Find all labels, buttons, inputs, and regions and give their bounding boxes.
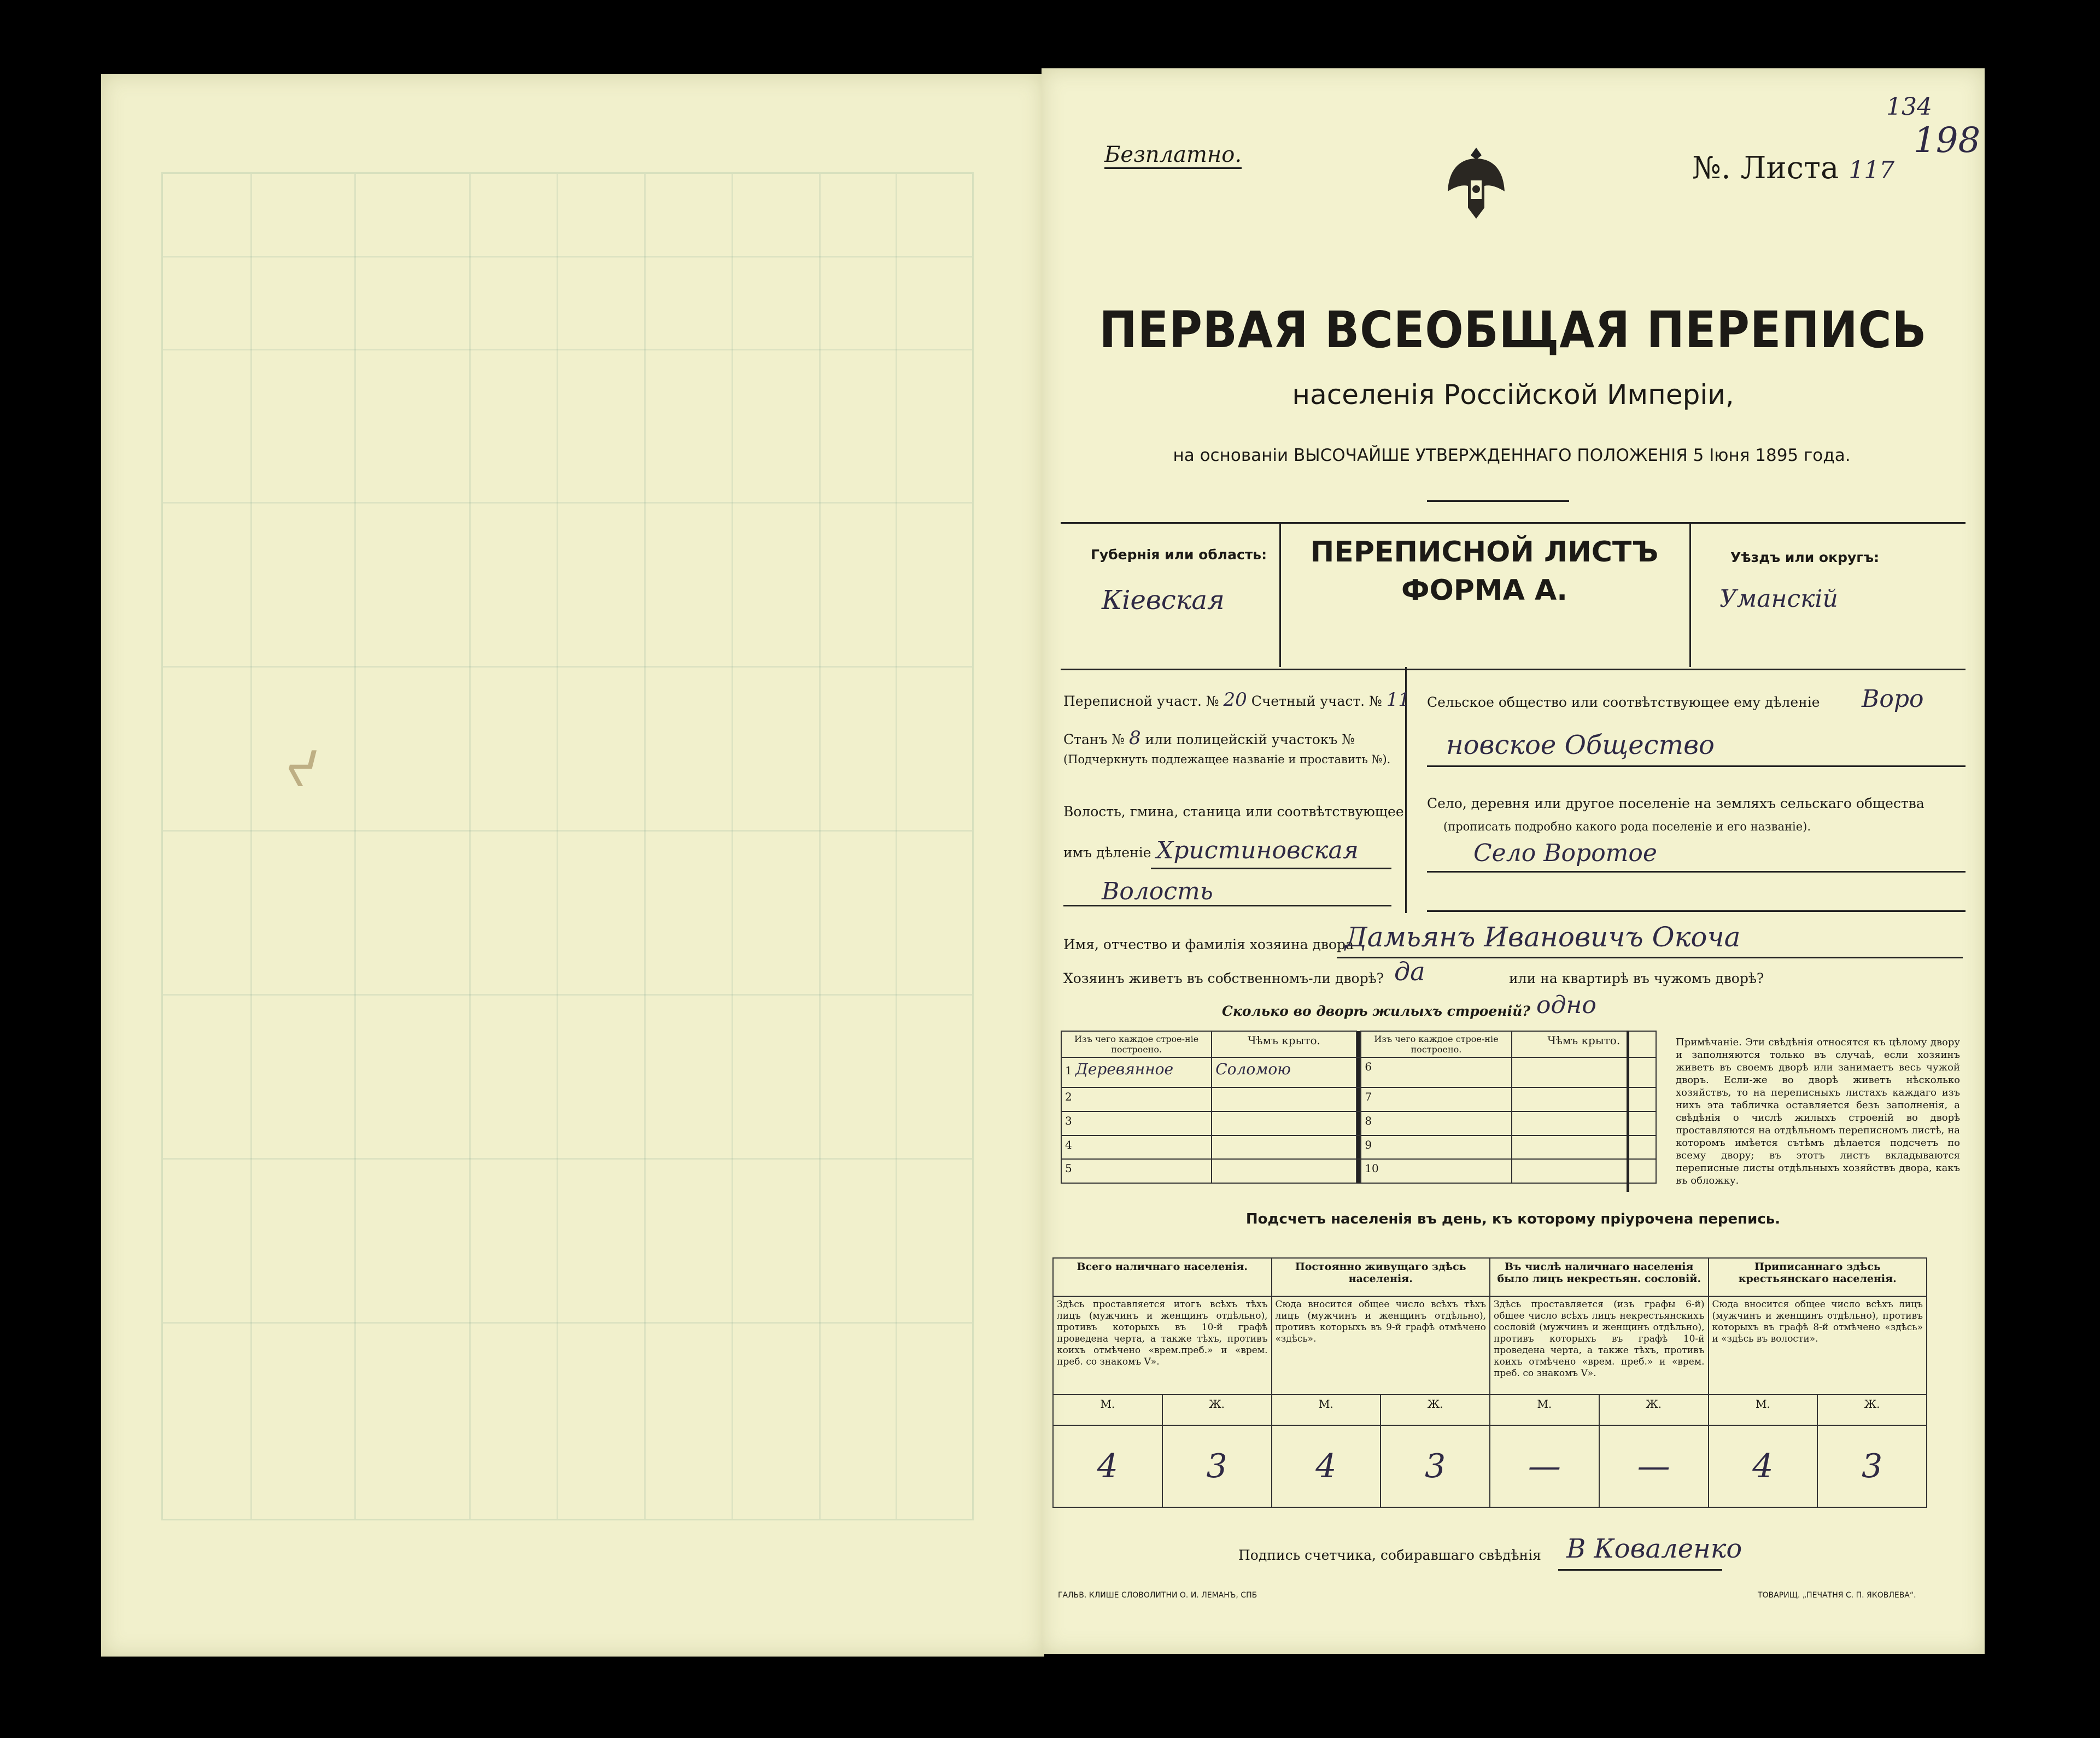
nonpeasant-female: —	[1599, 1425, 1709, 1507]
pop-header-permanent: Постоянно живущаго здѣсь населенія.	[1272, 1258, 1490, 1296]
sheet-number	[1692, 150, 1894, 186]
pop-desc-nonpeasant: Здѣсь проставляется (изъ графы 6-й) общее число всѣхъ лицъ некрестьянскихъ сословій (мужчинъ и женщинъ отдѣльно), противъ которыхъ въ графѣ 10-й проведена черта, а также тѣхъ, противъ коихъ отмѣчено «врем. преб.» и «врем. преб. со знакомъ V».	[1490, 1296, 1709, 1395]
own-yard-label: Хозяинъ живетъ въ собственномъ-ли дворѣ?	[1063, 970, 1384, 986]
buildings-count-label: Сколько во дворѣ жилыхъ строеній?	[1222, 1003, 1530, 1019]
table-row: 1 Деревянное Соломою 6	[1061, 1057, 1656, 1087]
sheet-number-value: 117	[1849, 156, 1895, 184]
census-district-value: 20	[1223, 689, 1247, 711]
buildings-table	[1061, 1031, 1657, 1184]
permanent-female: 3	[1380, 1425, 1490, 1507]
owner-name-label: Имя, отчество и фамилія хозяина двора	[1063, 937, 1354, 952]
f-label: Ж.	[1599, 1395, 1709, 1425]
count-district-value: 11	[1386, 689, 1410, 711]
population-table	[1052, 1257, 1927, 1508]
ornament-divider	[1427, 500, 1569, 502]
village-label: Село, деревня или другое поселеніе на земляхъ сельскаго общества	[1427, 795, 1924, 811]
col-roof-left: Чѣмъ крыто.	[1212, 1031, 1356, 1057]
pop-desc-peasant: Сюда вносится общее число всѣхъ лицъ (мужчинъ и женщинъ отдѣльно), противъ которыхъ въ графѣ 8-й отмѣчено «здѣсь» и «здѣсь въ волости».	[1709, 1296, 1927, 1395]
free-label: Безплатно.	[1104, 142, 1242, 169]
col-material-right: Изъ чего каждое строе-ніе построено.	[1361, 1031, 1511, 1057]
uezd-label: Уѣздъ или округъ:	[1730, 549, 1880, 565]
m-label: М.	[1490, 1395, 1599, 1425]
corner-number-1: 134	[1886, 93, 1932, 121]
peasant-male: 4	[1709, 1425, 1818, 1507]
buildings-count-value: одно	[1536, 991, 1596, 1019]
f-label: Ж.	[1162, 1395, 1272, 1425]
f-label: Ж.	[1817, 1395, 1927, 1425]
society-label: Сельское общество или соотвѣтствующее ему дѣленіе	[1427, 694, 1820, 710]
peasant-female: 3	[1817, 1425, 1927, 1507]
table-row: 3 8	[1061, 1111, 1656, 1136]
stan-value: 8	[1129, 727, 1141, 749]
signature-value: В Коваленко	[1566, 1534, 1742, 1564]
pop-header-nonpeasant: Въ числѣ наличнаго населенія было лицъ некрестьян. сословій.	[1490, 1258, 1709, 1296]
pop-desc-permanent: Сюда вносится общее число всѣхъ тѣхъ лицъ (мужчинъ и женщинъ отдѣльно), противъ которыхъ въ 9-й графѣ отмѣчено «здѣсь».	[1272, 1296, 1490, 1395]
left-page	[101, 74, 1044, 1657]
gubernia-value: Кіевская	[1102, 585, 1225, 616]
census-district	[1063, 689, 1410, 711]
rent-label: или на квартирѣ въ чужомъ дворѣ?	[1509, 970, 1764, 986]
count-district-label: Счетный участ. №	[1251, 693, 1382, 709]
pop-header-present: Всего наличнаго населенія.	[1053, 1258, 1272, 1296]
own-yard-value: да	[1394, 957, 1425, 986]
nonpeasant-male: —	[1490, 1425, 1599, 1507]
village-value: Село Воротое	[1473, 839, 1657, 867]
volost-label-2: имъ дѣленіе	[1063, 845, 1151, 861]
form-legal-basis: на основаніи ВЫСОЧАЙШЕ УТВЕРЖДЕННАГО ПОЛОЖЕНІЯ 5 Іюня 1895 года.	[1173, 446, 1851, 465]
volost-value-2: Волость	[1102, 877, 1213, 905]
sheet-title: ПЕРЕПИСНОЙ ЛИСТЪ	[1310, 536, 1659, 569]
m-label: М.	[1709, 1395, 1818, 1425]
printer-left: ГАЛЬВ. КЛИШЕ СЛОВОЛИТНИ О. И. ЛЕМАНЪ, СПБ	[1058, 1591, 1257, 1600]
society-value: Воро	[1862, 685, 1924, 713]
f-label: Ж.	[1380, 1395, 1490, 1425]
population-title: Подсчетъ населенія въ день, къ которому пріурочена перепись.	[1245, 1211, 1781, 1227]
col-material-left: Изъ чего каждое строе-ніе построено.	[1061, 1031, 1212, 1057]
permanent-male: 4	[1272, 1425, 1381, 1507]
pop-desc-present: Здѣсь проставляется итогъ всѣхъ тѣхъ лицъ (мужчинъ и женщинъ отдѣльно), противъ которыхъ въ 10-й графѣ проведена черта, а также тѣхъ, противъ коихъ отмѣчено «врем.преб.» и «врем. преб. со знакомъ V».	[1053, 1296, 1272, 1395]
stan-label: Станъ №	[1063, 732, 1125, 747]
sheet-form-name: ФОРМА А.	[1401, 574, 1567, 607]
table-row: 4 9	[1061, 1136, 1656, 1160]
police-district-label: или полицейскій участокъ №	[1145, 732, 1355, 747]
signature-label: Подпись счетчика, собиравшаго свѣдѣнія	[1238, 1547, 1541, 1563]
stan-note: (Подчеркнуть подлежащее названіе и проставить №).	[1063, 753, 1391, 766]
corner-number-2: 198	[1914, 120, 1981, 161]
village-note: (прописать подробно какого рода поселеніе и его названіе).	[1443, 820, 1811, 833]
m-label: М.	[1272, 1395, 1381, 1425]
stan-field	[1063, 727, 1355, 749]
census-form-page	[1042, 68, 1985, 1654]
form-title: ПЕРВАЯ ВСЕОБЩАЯ ПЕРЕПИСЬ	[1099, 301, 1927, 359]
uezd-value: Уманскій	[1719, 585, 1838, 613]
form-subtitle: населенія Россійской Имперіи,	[1292, 379, 1734, 411]
volost-label: Волость, гмина, станица или соотвѣтствующее	[1063, 804, 1404, 820]
present-male: 4	[1053, 1425, 1162, 1507]
m-label: М.	[1053, 1395, 1162, 1425]
sheet-number-label: №. Листа	[1692, 150, 1839, 186]
double-eagle-emblem	[1443, 142, 1509, 224]
society-value-2: новское Общество	[1446, 730, 1715, 760]
table-row: 2 7	[1061, 1087, 1656, 1111]
stain-mark: ᔪ	[282, 741, 313, 798]
census-district-label: Переписной участ. №	[1063, 693, 1219, 709]
bleed-through-grid	[161, 172, 974, 1520]
col-roof-right: Чѣмъ крыто.	[1512, 1031, 1656, 1057]
present-female: 3	[1162, 1425, 1272, 1507]
gubernia-label: Губернія или область:	[1091, 547, 1267, 563]
printer-right: ТОВАРИЩ. „ПЕЧАТНЯ С. П. ЯКОВЛЕВА“.	[1758, 1591, 1916, 1600]
owner-name-value: Дамьянъ Ивановичъ Окоча	[1345, 921, 1741, 953]
pop-header-peasant: Приписаннаго здѣсь крестьянскаго населенія.	[1709, 1258, 1927, 1296]
note-block: Примѣчаніе. Эти свѣдѣнія относятся къ цѣлому двору и заполняются только въ случаѣ, если хозяинъ живетъ въ своемъ дворѣ или занимаетъ весь чужой дворъ. Если-же во дворѣ живетъ нѣсколько хозяйствъ, то на переписныхъ листахъ каждаго изъ нихъ эта табличка оставляется безъ заполненія, а свѣдѣнія о числѣ жилыхъ строеній во дворѣ проставляются на отдѣльномъ переписномъ листѣ, на которомъ имѣется сътѣмъ дѣлается подсчетъ по всему двору; въ этотъ листъ вкладываются переписные листы отдѣльныхъ хозяйствъ двора, какъ въ обложку.	[1676, 1037, 1960, 1186]
volost-value: Христиновская	[1156, 836, 1359, 864]
table-row: 5 10	[1061, 1159, 1656, 1183]
